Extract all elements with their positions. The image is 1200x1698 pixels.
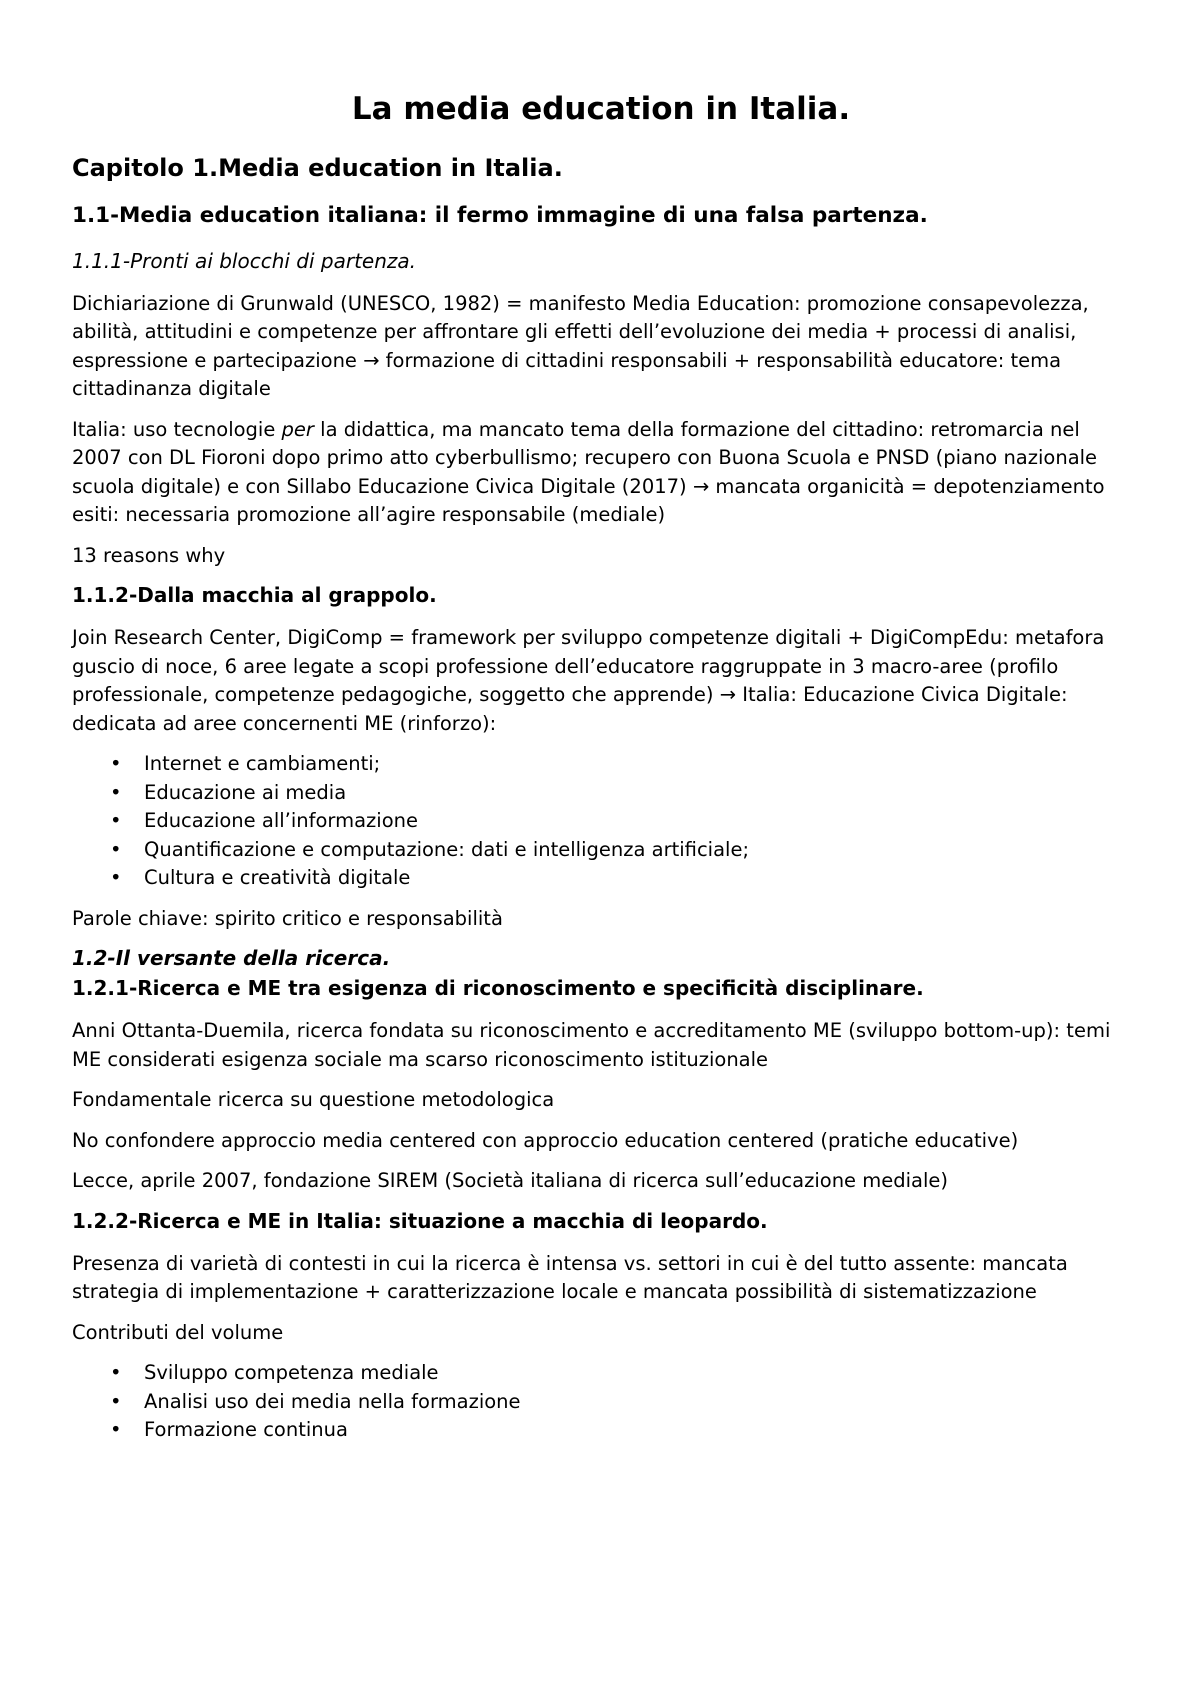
subsection-heading-1-1-1: 1.1.1-Pronti ai blocchi di partenza.: [72, 248, 417, 273]
chapter-heading: Capitolo 1.Media education in Italia.: [72, 153, 563, 182]
list-item: • Formazione continua: [72, 1416, 1130, 1445]
subsection-heading-1-2-2: 1.2.2-Ricerca e ME in Italia: situazione a macchia di leopardo.: [72, 1208, 768, 1233]
emphasis-text: per: [281, 417, 314, 441]
subsection-heading-1-2-1: 1.2.1-Ricerca e ME tra esigenza di riconoscimento e specificità disciplinare.: [72, 976, 924, 1001]
paragraph: Contributi del volume: [72, 1320, 284, 1344]
paragraph: 13 reasons why: [72, 543, 226, 567]
list-item: • Sviluppo competenza mediale: [72, 1359, 1130, 1388]
paragraph: No confondere approccio media centered con approccio education centered (pratiche educative): [72, 1128, 1019, 1152]
document-page: [72, 90, 1130, 1457]
paragraph: Join Research Center, DigiComp = framework per sviluppo competenze digitali + DigiCompEdu: metafora guscio di noce, 6 aree legate a scopi professione dell’educatore raggruppate in 3 macro-aree (profilo professionale, competenze pedagogiche, soggetto che apprende) → Italia: Educazione Civica Digitale: dedicata ad aree concernenti ME (rinforzo):: [72, 626, 1105, 735]
document-title: La media education in Italia.: [351, 91, 851, 127]
paragraph: Dichiariazione di Grunwald (UNESCO, 1982) = manifesto Media Education: promozione consapevolezza, abilità, attitudini e competenze per affrontare gli effetti dell’evoluzione dei media + processi di analisi, espressione e partecipazione → formazione di cittadini responsabili + responsabilità educatore: tema cittadinanza digitale: [72, 291, 1089, 401]
list-item: • Quantificazione e computazione: dati e intelligenza artificiale;: [72, 836, 1130, 865]
list-item: • Analisi uso dei media nella formazione: [72, 1388, 1130, 1417]
text-run: la didattica, ma mancato tema della formazione del cittadino: retromarcia nel 2007 con DL Fioroni dopo primo atto cyberbullismo; recupero con Buona Scuola e PNSD (piano nazionale scuola digitale) e con Sillabo Educazione Civica Digitale (2017) → mancata organicità = depotenziamento esiti: necessaria promozione all’agire responsabile (mediale): [72, 417, 1105, 527]
list-item: • Cultura e creatività digitale: [72, 864, 1130, 893]
list-item: • Educazione ai media: [72, 779, 1130, 808]
bullet-list: [72, 750, 1130, 893]
text-run: Italia: uso tecnologie: [72, 417, 282, 441]
paragraph: Presenza di varietà di contesti in cui la ricerca è intensa vs. settori in cui è del tutto assente: mancata strategia di implementazione + caratterizzazione locale e mancata possibilità di sistematizzazione: [72, 1251, 1068, 1304]
bullet-list: [72, 1359, 1130, 1445]
paragraph: Lecce, aprile 2007, fondazione SIREM (Società italiana di ricerca sull’educazione mediale): [72, 1169, 949, 1193]
section-heading-1-2: 1.2-Il versante della ricerca.: [72, 946, 391, 971]
subsection-heading-1-1-2: 1.1.2-Dalla macchia al grappolo.: [72, 583, 437, 608]
paragraph: Anni Ottanta-Duemila, ricerca fondata su riconoscimento e accreditamento ME (sviluppo bottom-up): temi ME considerati esigenza sociale ma scarso riconoscimento istituzionale: [72, 1019, 1111, 1071]
paragraph: Parole chiave: spirito critico e responsabilità: [72, 906, 503, 930]
paragraph: Fondamentale ricerca su questione metodologica: [72, 1088, 555, 1112]
paragraph: [72, 416, 1130, 530]
section-heading-1-1: 1.1-Media education italiana: il fermo immagine di una falsa partenza.: [72, 202, 928, 228]
list-item: • Educazione all’informazione: [72, 807, 1130, 836]
list-item: • Internet e cambiamenti;: [72, 750, 1130, 779]
